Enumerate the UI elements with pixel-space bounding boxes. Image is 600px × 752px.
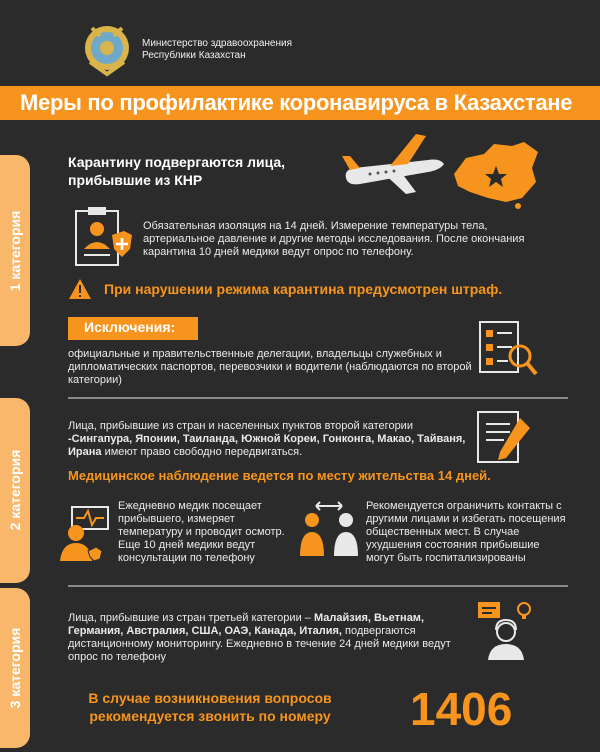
hotline-text-line-1: В случае возникновения вопросов — [88, 690, 332, 706]
category-1-heading — [68, 153, 285, 189]
medical-card-icon — [72, 205, 134, 267]
fine-warning: При нарушении режима карантина предусмотрен штраф. — [104, 281, 503, 297]
medic-visit-text: Ежедневно медик посещает прибывшего, измеряет температуру и проводит осмотр. Еще 10 дней медики ведут консультации по телефону — [118, 500, 285, 564]
document-pen-icon — [474, 408, 536, 468]
hotline-text-line-2: рекомендуется звонить по номеру — [89, 708, 331, 724]
category-2-label: 2 категория — [7, 449, 23, 531]
category-2-text — [68, 420, 468, 459]
people-distance-icon — [298, 500, 360, 558]
operator-icon — [476, 598, 540, 660]
ministry-line-1: Министерство здравоохранения — [142, 38, 292, 49]
category-3-tab — [0, 588, 30, 748]
isolation-text: Обязательная изоляция на 14 дней. Измерение температуры тела, артериальное давление и другие методы исследования. После окончания карантина 10 дней медики ведут опрос по телефону. — [143, 220, 525, 258]
category-1-label: 1 категория — [7, 210, 23, 292]
china-map-icon — [448, 140, 543, 210]
hotline-text — [60, 689, 360, 725]
ministry-name — [142, 38, 342, 62]
exceptions-text: официальные и правительственные делегации, владельцы служебных и дипломатических паспортов, перевозчики и водители (наблюдаются по второй категории) — [68, 348, 472, 386]
contacts-text: Рекомендуется ограничить контакты с другими лицами и избегать посещения общественных мест. В случае ухудшения состояния прибывшие могут быть госпитализированы — [366, 500, 566, 564]
airplane-icon — [340, 130, 450, 200]
observation-heading: Медицинское наблюдение ведется по месту жительства 14 дней. — [68, 468, 491, 483]
hotline-number[interactable]: 1406 — [410, 683, 513, 735]
category-2-tab — [0, 398, 30, 583]
category-1-heading-line-2: прибывшие из КНР — [68, 172, 203, 188]
page-title: Меры по профилактике коронавируса в Казахстане — [20, 90, 573, 115]
warning-icon — [68, 278, 92, 300]
divider-2 — [68, 585, 568, 587]
category-2-suffix: имеют право свободно передвигаться. — [101, 446, 303, 458]
category-3-text — [68, 612, 478, 664]
divider-1 — [68, 397, 568, 399]
checklist-icon — [478, 318, 540, 380]
category-3-label: 3 категория — [7, 627, 23, 709]
category-1-heading-line-1: Карантину подвергаются лица, — [68, 154, 286, 170]
state-emblem-icon — [82, 18, 132, 78]
exceptions-label: Исключения: — [84, 319, 176, 335]
category-1-tab — [0, 155, 30, 346]
category-2-intro: Лица, прибывшие из стран и населенных пунктов второй категории — [68, 420, 413, 432]
category-3-countries: Малайзия, Вьетнам, Германия, Австралия, США, ОАЭ, Канада, Италия, — [68, 612, 425, 637]
category-2-countries: -Сингапура, Японии, Таиланда, Южной Кореи, Гонконга, Макао, Тайваня, Ирана — [68, 433, 466, 458]
category-3-intro: Лица, прибывшие из стран третьей категории – — [68, 612, 314, 624]
ministry-line-2: Республики Казахстан — [142, 50, 246, 61]
medic-icon — [58, 505, 114, 563]
category-3-suffix: подвергаются дистанционному мониторингу. Ежедневно в течение 24 дней медики ведут опрос по телефону — [68, 625, 451, 663]
